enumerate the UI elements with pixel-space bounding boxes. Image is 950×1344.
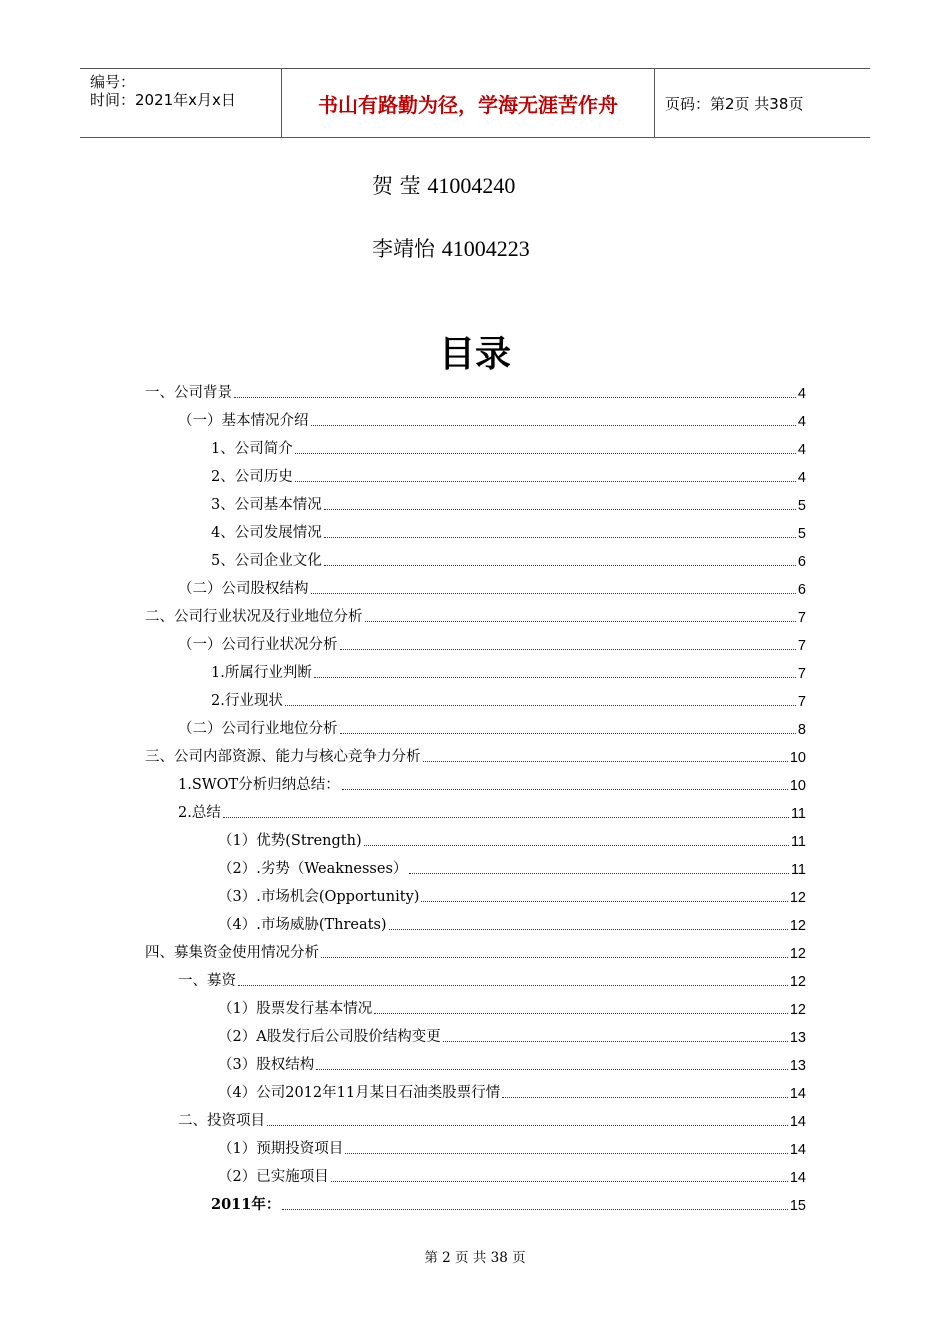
toc-entry-page: 15 — [789, 1198, 806, 1214]
toc-entry[interactable] — [178, 718, 806, 738]
toc-entry-text: （二）公司股权结构 — [178, 581, 309, 597]
toc-entry-text: （1）股票发行基本情况 — [218, 1001, 373, 1017]
page-header — [80, 68, 870, 138]
toc-entry-page: 10 — [789, 778, 806, 794]
toc-entry[interactable] — [218, 998, 806, 1018]
toc-leader-dots — [364, 845, 789, 846]
toc-entry-text: 二、公司行业状况及行业地位分析 — [145, 609, 363, 625]
header-motto: 书山有路勤为径，学海无涯苦作舟 — [318, 92, 618, 117]
toc-entry-text: 一、募资 — [178, 973, 236, 989]
toc-leader-dots — [324, 537, 796, 538]
toc-entry-text: （二）公司行业地位分析 — [178, 721, 338, 737]
toc-entry-page: 5 — [797, 498, 806, 514]
toc-title: 目录 — [438, 333, 511, 375]
toc-entry-page: 8 — [797, 722, 806, 738]
toc-leader-dots — [316, 1069, 788, 1070]
toc-leader-dots — [345, 1153, 788, 1154]
toc-leader-dots — [267, 1125, 788, 1126]
toc-entry-text: 1.所属行业判断 — [211, 665, 312, 681]
toc-leader-dots — [340, 649, 796, 650]
author-id: 41004240 — [427, 173, 516, 198]
toc-entry-text: 4、公司发展情况 — [211, 525, 322, 541]
toc-entry-page: 7 — [797, 638, 806, 654]
toc-entry-page: 11 — [790, 862, 806, 878]
toc-entry-text: 1、公司简介 — [211, 441, 293, 457]
toc-entry[interactable] — [211, 690, 806, 710]
toc-entry-text: 5、公司企业文化 — [211, 553, 322, 569]
toc-entry-page: 4 — [797, 442, 806, 458]
toc-entry[interactable] — [178, 774, 806, 794]
toc-leader-dots — [295, 453, 796, 454]
toc-entry-text: 三、公司内部资源、能力与核心竞争力分析 — [145, 749, 421, 765]
toc-entry-page: 6 — [797, 554, 806, 570]
toc-entry[interactable] — [178, 1110, 806, 1130]
toc-leader-dots — [223, 817, 789, 818]
toc-leader-dots — [238, 985, 788, 986]
toc-leader-dots — [321, 957, 788, 958]
toc-entry-text: （一）基本情况介绍 — [178, 413, 309, 429]
page-footer: 第 2 页 共 38 页 — [424, 1250, 526, 1266]
toc-leader-dots — [234, 397, 796, 398]
toc-entry-page: 13 — [789, 1030, 806, 1046]
toc-entry[interactable] — [145, 606, 806, 626]
toc-entry[interactable] — [211, 522, 806, 542]
toc-entry[interactable] — [218, 1026, 806, 1046]
toc-entry-page: 5 — [797, 526, 806, 542]
toc-entry-text: 2011年： — [211, 1196, 281, 1213]
toc-entry[interactable] — [178, 970, 806, 990]
toc-entry[interactable] — [211, 438, 806, 458]
toc-entry-page: 12 — [789, 1002, 806, 1018]
author-line — [372, 170, 515, 200]
toc-entry-page: 7 — [797, 666, 806, 682]
toc-entry[interactable] — [145, 746, 806, 766]
toc-leader-dots — [340, 733, 796, 734]
header-page-info: 页码：第2页 共38页 — [665, 94, 804, 113]
toc-entry-text: 四、募集资金使用情况分析 — [145, 945, 319, 961]
toc-leader-dots — [324, 509, 796, 510]
toc-leader-dots — [421, 901, 787, 902]
toc-leader-dots — [502, 1097, 788, 1098]
toc-entry[interactable] — [145, 382, 806, 402]
toc-leader-dots — [331, 1181, 788, 1182]
author-line — [372, 233, 530, 263]
toc-entry[interactable] — [145, 942, 806, 962]
toc-entry-text: （一）公司行业状况分析 — [178, 637, 338, 653]
toc-entry-page: 10 — [789, 750, 806, 766]
number-label: 编号： — [90, 73, 136, 91]
toc-leader-dots — [311, 593, 796, 594]
toc-entry[interactable] — [178, 578, 806, 598]
author-id: 41004223 — [441, 236, 530, 261]
toc-entry[interactable] — [218, 1054, 806, 1074]
toc-leader-dots — [314, 677, 796, 678]
toc-entry-page: 7 — [797, 610, 806, 626]
toc-entry-text: （2）.劣势（Weaknesses） — [218, 861, 408, 877]
toc-entry-text: （2）A股发行后公司股价结构变更 — [218, 1029, 441, 1045]
toc-entry[interactable] — [178, 410, 806, 430]
toc-entry-page: 6 — [797, 582, 806, 598]
toc-leader-dots — [295, 481, 796, 482]
toc-leader-dots — [374, 1013, 788, 1014]
toc-entry-page: 4 — [797, 470, 806, 486]
toc-entry[interactable] — [218, 886, 806, 906]
toc-entry-text: 3、公司基本情况 — [211, 497, 322, 513]
toc-entry-text: （4）公司2012年11月某日石油类股票行情 — [218, 1085, 501, 1101]
toc-entry[interactable] — [218, 858, 806, 878]
toc-entry-text: 一、公司背景 — [145, 385, 232, 401]
toc-entry-text: （1）优势(Strength) — [218, 833, 362, 849]
header-divider — [654, 69, 655, 137]
toc-entry[interactable] — [218, 914, 806, 934]
toc-entry[interactable] — [218, 830, 806, 850]
toc-entry[interactable] — [218, 1138, 806, 1158]
toc-entry-page: 11 — [790, 806, 806, 822]
toc-leader-dots — [324, 565, 796, 566]
toc-entry[interactable] — [211, 1194, 806, 1214]
toc-entry-text: （3）.市场机会(Opportunity) — [218, 889, 420, 905]
toc-entry-page: 14 — [789, 1114, 806, 1130]
toc-entry-page: 4 — [797, 414, 806, 430]
header-meta — [90, 73, 236, 109]
toc-entry[interactable] — [211, 662, 806, 682]
toc-entry-text: 2、公司历史 — [211, 469, 293, 485]
toc-leader-dots — [423, 761, 788, 762]
toc-leader-dots — [365, 621, 796, 622]
time-label: 时间：2021年x月x日 — [90, 91, 236, 109]
toc-entry[interactable] — [218, 1082, 806, 1102]
toc-leader-dots — [342, 789, 788, 790]
toc-entry[interactable] — [211, 466, 806, 486]
toc-entry-text: 1.SWOT分析归纳总结： — [178, 777, 340, 793]
toc-leader-dots — [282, 1209, 788, 1210]
toc-entry[interactable] — [218, 1166, 806, 1186]
toc-entry-text: 2.总结 — [178, 805, 221, 821]
toc-leader-dots — [389, 929, 788, 930]
toc-entry[interactable] — [178, 634, 806, 654]
toc-entry-page: 14 — [789, 1142, 806, 1158]
toc-leader-dots — [409, 873, 789, 874]
toc-entry-page: 4 — [797, 386, 806, 402]
toc-entry-page: 14 — [789, 1086, 806, 1102]
toc-entry[interactable] — [178, 802, 806, 822]
toc-entry-text: （4）.市场威胁(Threats) — [218, 917, 387, 933]
toc-entry[interactable] — [211, 550, 806, 570]
toc-entry-text: 二、投资项目 — [178, 1113, 265, 1129]
toc-entry-page: 14 — [789, 1170, 806, 1186]
toc-leader-dots — [443, 1041, 788, 1042]
toc-entry-text: （1）预期投资项目 — [218, 1141, 344, 1157]
toc-entry-text: 2.行业现状 — [211, 693, 283, 709]
toc-entry[interactable] — [211, 494, 806, 514]
author-name: 李靖怡 — [372, 237, 435, 261]
toc-entry-text: （3）股权结构 — [218, 1057, 315, 1073]
author-name: 贺 莹 — [372, 174, 421, 198]
toc-entry-page: 12 — [789, 946, 806, 962]
toc-entry-page: 7 — [797, 694, 806, 710]
toc-entry-page: 13 — [789, 1058, 806, 1074]
toc-leader-dots — [285, 705, 796, 706]
toc-entry-page: 12 — [789, 890, 806, 906]
toc-leader-dots — [311, 425, 796, 426]
toc-entry-page: 11 — [790, 834, 806, 850]
toc-entry-page: 12 — [789, 918, 806, 934]
toc-entry-page: 12 — [789, 974, 806, 990]
toc-entry-text: （2）已实施项目 — [218, 1169, 329, 1185]
